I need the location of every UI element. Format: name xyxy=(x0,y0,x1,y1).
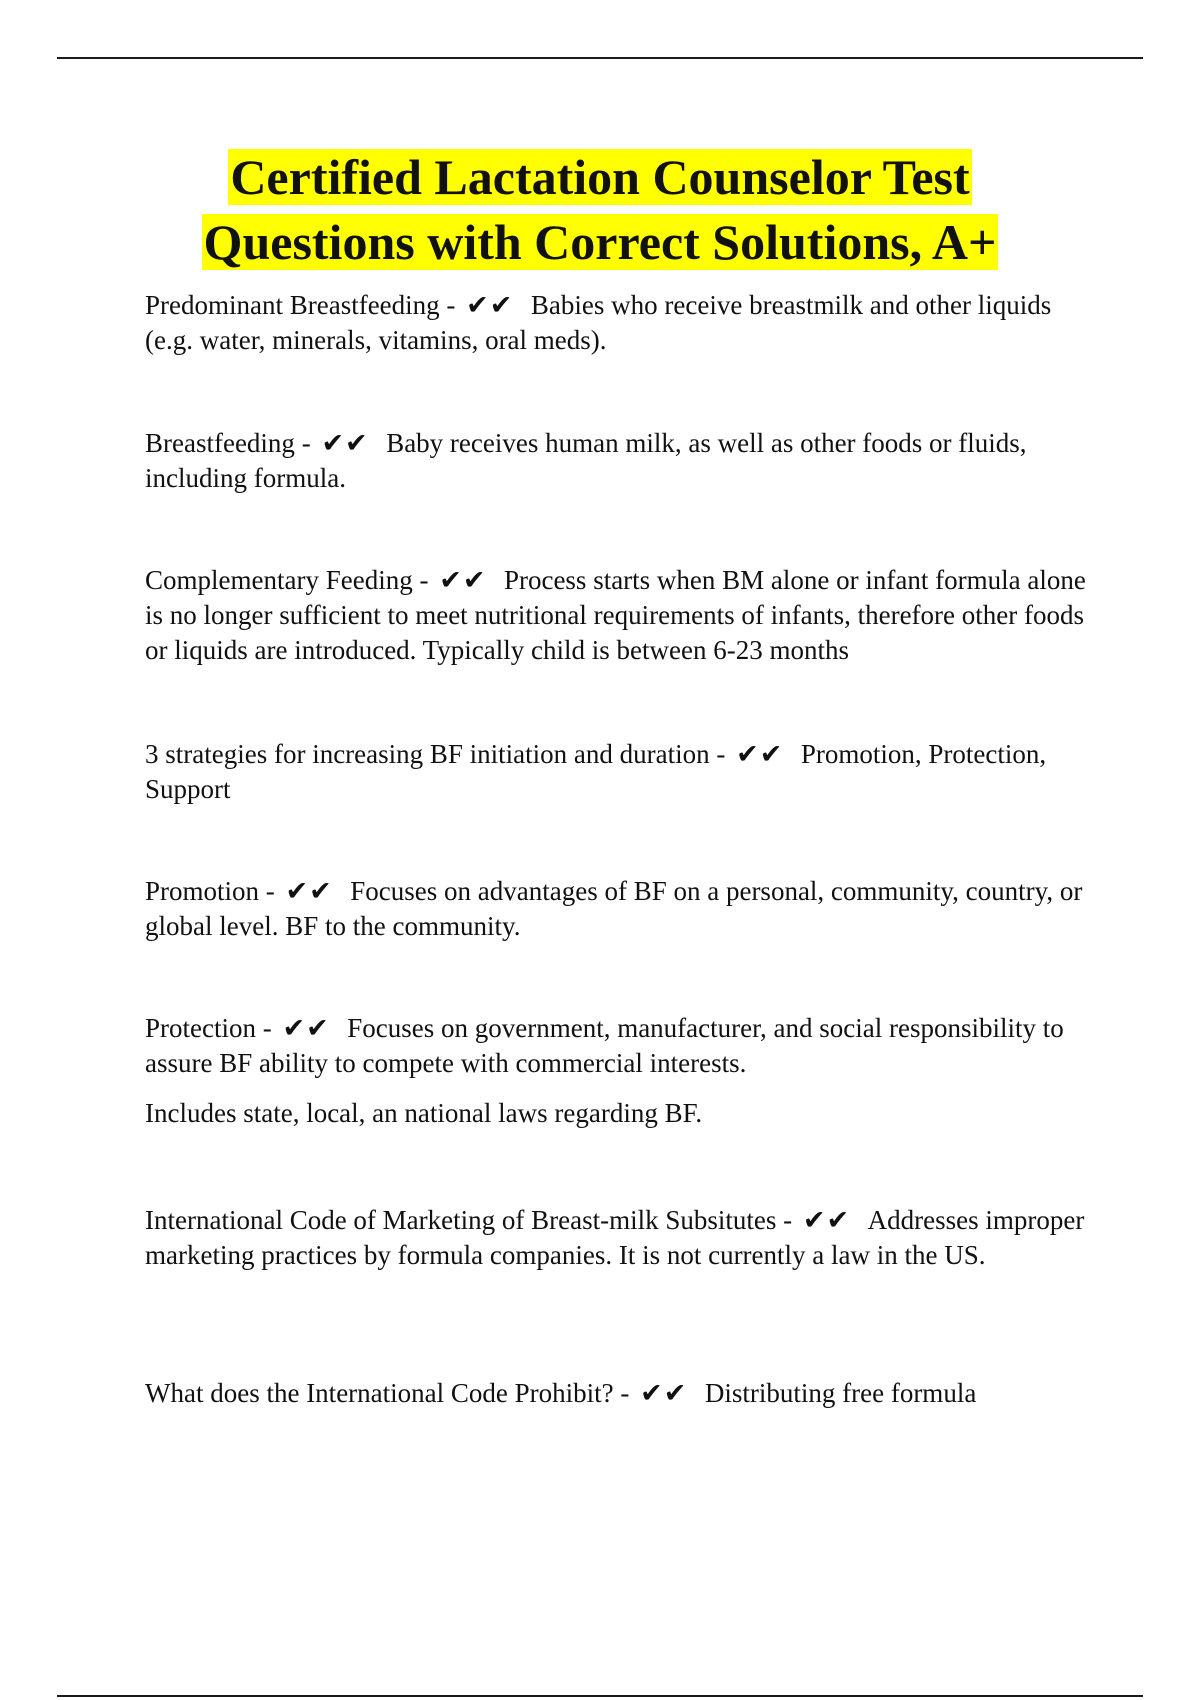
qa-entry: Promotion - ✔✔ Focuses on advantages of BF on a personal, community, country, or global level. BF to the community. xyxy=(145,876,1083,941)
qa-entry: Predominant Breastfeeding - ✔✔ Babies who receive breastmilk and other liquids (e.g. water, minerals, vitamins, oral meds). xyxy=(145,290,1052,355)
entry-answer: Focuses on government, manufacturer, and social responsibility to assure BF ability to compete with commercial interests. xyxy=(145,1013,1064,1078)
qa-entry: What does the International Code Prohibit? - ✔✔ Distributing free formula xyxy=(145,1378,977,1408)
qa-entry: Breastfeeding - ✔✔ Baby receives human milk, as well as other foods or fluids, including formula. xyxy=(145,428,1027,493)
qa-entry: Protection - ✔✔ Focuses on government, manufacturer, and social responsibility to assure BF ability to compete with commercial interests. Includes state, local, an national laws regarding BF. xyxy=(145,1011,1095,1131)
entry-answer: Addresses improper marketing practices by formula companies. It is not currently a law in the US. xyxy=(145,1205,1085,1270)
check-mark-icon: ✔✔ xyxy=(640,1378,688,1408)
entry-term: Promotion xyxy=(145,876,260,906)
check-mark-icon: ✔✔ xyxy=(466,290,514,320)
entry-term: Complementary Feeding xyxy=(145,565,413,595)
check-mark-icon: ✔✔ xyxy=(321,428,369,458)
entry-term: What does the International Code Prohibit? xyxy=(145,1378,614,1408)
check-mark-icon: ✔✔ xyxy=(439,565,487,595)
check-mark-icon: ✔✔ xyxy=(736,739,784,769)
entry-answer: Babies who receive breastmilk and other liquids (e.g. water, minerals, vitamins, oral meds). xyxy=(145,290,1052,355)
entry-answer: Promotion, Protection, Support xyxy=(145,739,1047,804)
entry-answer: Focuses on advantages of BF on a personal, community, country, or global level. BF to the community. xyxy=(145,876,1083,941)
qa-entry: Complementary Feeding - ✔✔ Process starts when BM alone or infant formula alone is no longer sufficient to meet nutritional requirements of infants, therefore other foods or liquids are introduced. Typically child is between 6-23 months xyxy=(145,565,1086,665)
check-mark-icon: ✔✔ xyxy=(802,1205,851,1235)
check-mark-icon: ✔✔ xyxy=(285,876,333,906)
entry-term: Predominant Breastfeeding xyxy=(145,290,440,320)
entry-term: International Code of Marketing of Breast-milk Subsitutes xyxy=(145,1205,777,1235)
entry-extra: Includes state, local, an national laws regarding BF. xyxy=(145,1098,703,1128)
entry-answer: Baby receives human milk, as well as other foods or fluids, including formula. xyxy=(145,428,1027,493)
entry-term: 3 strategies for increasing BF initiation and duration xyxy=(145,739,710,769)
qa-entry: International Code of Marketing of Breast-milk Subsitutes - ✔✔ Addresses improper marketing practices by formula companies. It is not currently a law in the US. xyxy=(145,1205,1085,1270)
qa-entry: 3 strategies for increasing BF initiation and duration - ✔✔ Promotion, Protection, Support xyxy=(145,739,1047,804)
entry-answer: Distributing free formula xyxy=(704,1378,977,1408)
entry-term: Protection xyxy=(145,1013,256,1043)
entry-answer: Process starts when BM alone or infant formula alone is no longer sufficient to meet nutritional requirements of infants, therefore other foods or liquids are introduced. Typically child is between 6-23 months xyxy=(145,565,1086,665)
title-line-2: Questions with Correct Solutions, A+ xyxy=(203,214,997,270)
bottom-rule xyxy=(57,1695,1143,1697)
check-mark-icon: ✔✔ xyxy=(282,1013,330,1043)
entry-term: Breastfeeding xyxy=(145,428,295,458)
title-line-1: Certified Lactation Counselor Test xyxy=(230,149,970,205)
